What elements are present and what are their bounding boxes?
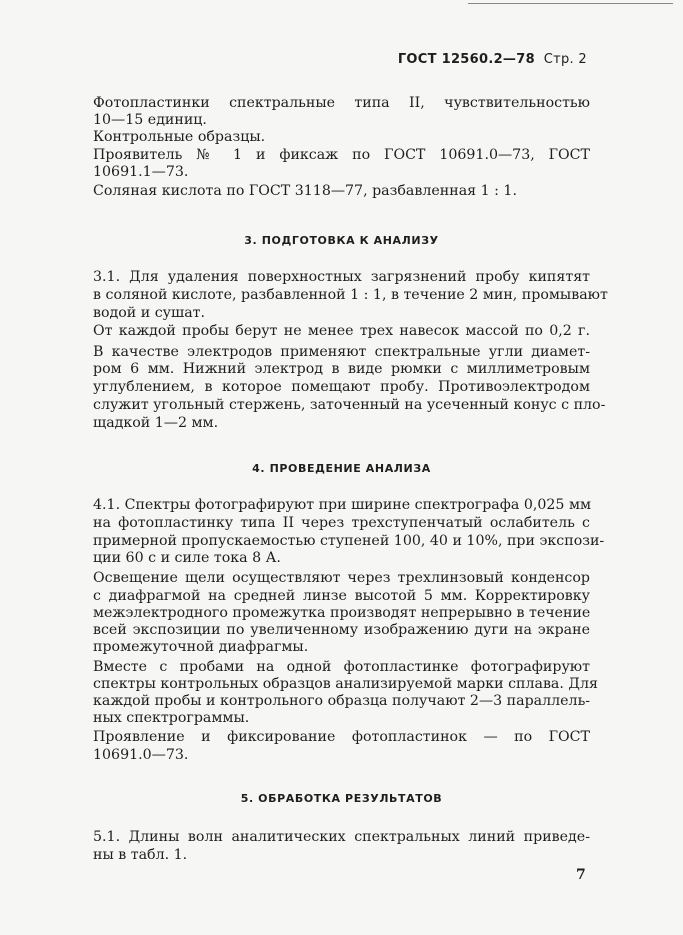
top-rule (468, 3, 673, 4)
text-line: ны в табл. 1. (93, 847, 188, 863)
text-line: ции 60 с и силе тока 8 А. (93, 550, 281, 566)
text-line: 5.1. Длины волн аналитических спектральных линий приведе- (93, 829, 590, 845)
text-line: межэлектродного промежутка производят непрерывно в течение (93, 605, 591, 621)
text-line: Освещение щели осуществляют через трехлинзовый конденсор (93, 570, 590, 586)
text-line: 3.1. Для удаления поверхностных загрязнений пробу кипятят (93, 269, 590, 285)
text-line: ных спектрограммы. (93, 710, 250, 726)
header-page: Стр. 2 (543, 52, 587, 67)
text-line: 4.1. Спектры фотографируют при ширине спектрографа 0,025 мм (93, 497, 592, 513)
text-line: каждой пробы и контрольного образца получают 2—3 параллель- (93, 693, 591, 709)
text-line: Вместе с пробами на одной фотопластинке фотографируют (93, 659, 590, 675)
text-line: примерной пропускаемостью ступеней 100, 40 и 10%, при экспози- (93, 533, 605, 549)
text-line: 10691.0—73. (93, 747, 189, 763)
text-line: промежуточной диафрагмы. (93, 639, 309, 655)
text-line: ром 6 мм. Нижний электрод в виде рюмки с миллиметровым (93, 361, 590, 377)
text-line: водой и сушат. (93, 305, 206, 321)
text-line: Соляная кислота по ГОСТ 3118—77, разбавленная 1 : 1. (93, 183, 517, 199)
page-header (398, 52, 587, 67)
text-line: на фотопластинку типа II через трехступенчатый ослабитель с (93, 515, 590, 531)
text-line: служит угольный стержень, заточенный на усеченный конус с пло- (93, 397, 606, 413)
text-line: спектры контрольных образцов анализируемой марки сплава. Для (93, 676, 598, 692)
text-line: 10—15 единиц. (93, 112, 207, 128)
section-heading-analysis: 4. ПРОВЕДЕНИЕ АНАЛИЗА (252, 462, 431, 475)
header-doc-number: ГОСТ 12560.2—78 (397, 52, 535, 67)
text-line: От каждой пробы берут не менее трех навесок массой по 0,2 г. (93, 323, 590, 339)
section-heading-results: 5. ОБРАБОТКА РЕЗУЛЬТАТОВ (240, 792, 443, 805)
text-line: Проявление и фиксирование фотопластинок — по ГОСТ (93, 729, 590, 745)
text-line: 10691.1—73. (93, 164, 189, 180)
text-line: Проявитель № 1 и фиксаж по ГОСТ 10691.0—73, ГОСТ (93, 147, 590, 163)
text-line: В качестве электродов применяют спектральные угли диамет- (93, 344, 590, 360)
text-line: щадкой 1—2 мм. (93, 415, 219, 431)
text-line: Контрольные образцы. (93, 129, 266, 145)
text-line: углублением, в которое помещают пробу. Противоэлектродом (93, 379, 590, 395)
text-line: Фотопластинки спектральные типа II, чувствительностью (93, 95, 590, 111)
text-line: в соляной кислоте, разбавленной 1 : 1, в течение 2 мин, промывают (93, 287, 608, 303)
page-number: 7 (576, 867, 586, 883)
text-line: всей экспозиции по увеличенному изображению дуги на экране (93, 622, 590, 638)
section-heading-preparation: 3. ПОДГОТОВКА К АНАЛИЗУ (244, 234, 439, 247)
text-line: с диафрагмой на средней линзе высотой 5 мм. Корректировку (93, 588, 590, 604)
